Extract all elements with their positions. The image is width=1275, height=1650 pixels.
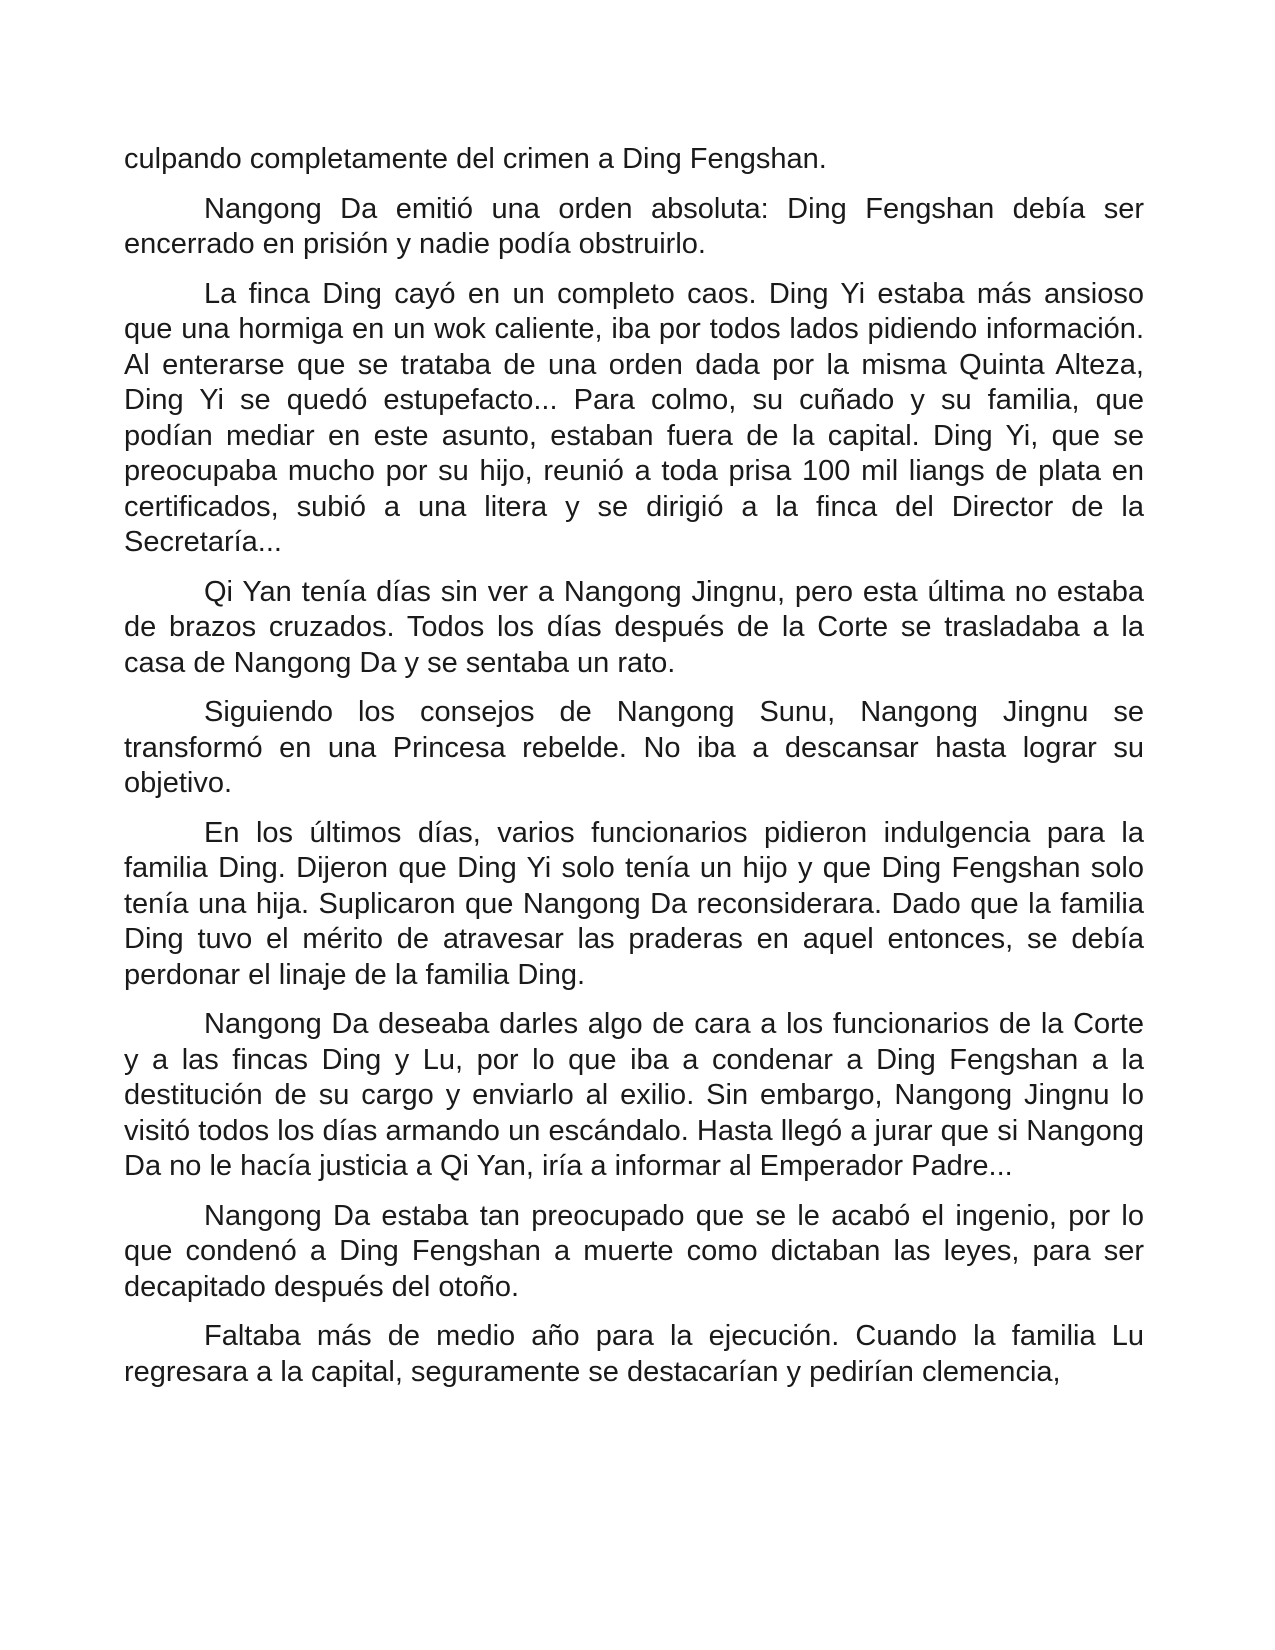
paragraph: culpando completamente del crimen a Ding Fengshan. bbox=[124, 143, 827, 175]
paragraph: En los últimos días, varios funcionarios pidieron indulgencia para la familia Ding. Dijeron que Ding Yi solo tenía un hijo y que Ding Fengshan solo tenía una hija. Suplicaron que Nangong Da reconsiderara. Dado que la familia Ding tuvo el mérito de atravesar las praderas en aquel entonces, se debía perdonar el linaje de la familia Ding. bbox=[124, 816, 1144, 991]
paragraph: La finca Ding cayó en un completo caos. Ding Yi estaba más ansioso que una hormiga en un wok caliente, iba por todos lados pidiendo información. Al enterarse que se trataba de una orden dada por la misma Quinta Alteza, Ding Yi se quedó estupefacto... Para colmo, su cuñado y su familia, que podían mediar en este asunto, estaban fuera de la capital. Ding Yi, que se preocupaba mucho por su hijo, reunió a toda prisa 100 mil liangs de plata en certificados, subió a una litera y se dirigió a la finca del Director de la Secretaría... bbox=[124, 277, 1144, 558]
document-page bbox=[124, 142, 1144, 1404]
paragraph: Nangong Da emitió una orden absoluta: Ding Fengshan debía ser encerrado en prisión y nadie podía obstruirlo. bbox=[124, 192, 1144, 260]
paragraph: Nangong Da deseaba darles algo de cara a los funcionarios de la Corte y a las fincas Ding y Lu, por lo que iba a condenar a Ding Fengshan a la destitución de su cargo y enviarlo al exilio. Sin embargo, Nangong Jingnu lo visitó todos los días armando un escándalo. Hasta llegó a jurar que si Nangong Da no le hacía justicia a Qi Yan, iría a informar al Emperador Padre... bbox=[124, 1008, 1144, 1182]
paragraph: Faltaba más de medio año para la ejecución. Cuando la familia Lu regresara a la capital, seguramente se destacarían y pedirían clemencia, bbox=[124, 1320, 1144, 1388]
paragraph: Nangong Da estaba tan preocupado que se le acabó el ingenio, por lo que condenó a Ding Fengshan a muerte como dictaban las leyes, para ser decapitado después del otoño. bbox=[124, 1199, 1144, 1303]
paragraph: Qi Yan tenía días sin ver a Nangong Jingnu, pero esta última no estaba de brazos cruzados. Todos los días después de la Corte se trasladaba a la casa de Nangong Da y se sentaba un rato. bbox=[124, 575, 1144, 679]
paragraph: Siguiendo los consejos de Nangong Sunu, Nangong Jingnu se transformó en una Princesa rebelde. No iba a descansar hasta lograr su objetivo. bbox=[124, 696, 1144, 799]
